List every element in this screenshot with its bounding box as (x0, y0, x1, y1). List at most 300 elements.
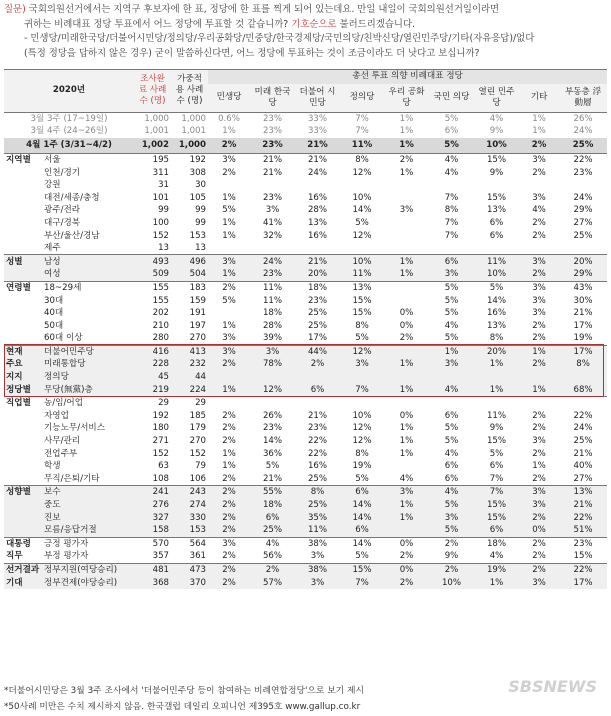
party-value (208, 396, 250, 409)
party-value: 0.6% (218, 113, 240, 124)
party-value: 3% (340, 358, 384, 371)
row-label: 부산/울산/경남 (44, 230, 100, 241)
party-value: 3% (399, 205, 414, 216)
table-row (4, 460, 607, 473)
row-label: 50대 (44, 320, 64, 331)
party-value: 8% (355, 320, 369, 331)
group-label (4, 447, 42, 460)
party-value: 6% (474, 524, 519, 537)
party-value: 18% (474, 537, 519, 550)
party-value: 6% (444, 410, 459, 421)
party-value: 2% (532, 167, 546, 178)
table-row (4, 179, 607, 192)
footnote-1: *더불어시민당은 3월 3주 조사에서 '더불어민주당 등이 참여하는 비례연합정당'으로 보기 제시 (4, 686, 365, 696)
party-value: 14% (340, 499, 384, 512)
row-label: 40대 (44, 308, 64, 319)
party-value: 11% (340, 138, 384, 154)
party-header: 부동층 浮動層 (559, 84, 607, 113)
sample-completed: 192 (152, 410, 170, 421)
party-header: 국민 의당 (429, 84, 474, 113)
party-value: 8% (559, 358, 607, 371)
party-value (429, 179, 474, 192)
row-label: 정부지원(여당승리) (42, 563, 134, 576)
party-value: 2% (222, 167, 236, 178)
party-value (474, 242, 519, 255)
party-value (384, 281, 429, 294)
party-value: 7% (444, 230, 459, 241)
sample-completed: 158 (134, 524, 171, 537)
party-value: 2% (429, 537, 474, 550)
sample-completed: 202 (152, 308, 170, 319)
party-value: 5% (444, 333, 459, 344)
party-value: 9% (489, 423, 504, 434)
question-options: - 민생당/미래한국당/더불어시민당/정의당/우리공화당/민중당/한국경제당/국민의당/친박신당/열린민주당/기타(자유응답)/없다 (24, 33, 535, 45)
party-value: 19% (573, 333, 593, 344)
party-value: 3% (532, 192, 546, 203)
party-value: 0% (399, 308, 414, 319)
party-value: 24% (250, 255, 295, 268)
party-value: 14% (352, 205, 372, 216)
party-value: 0% (384, 563, 429, 576)
party-value: 6% (429, 255, 474, 268)
party-value: 2% (519, 138, 559, 154)
party-value: 1% (384, 358, 429, 371)
question-text (4, 3, 608, 61)
party-value: 15% (474, 153, 519, 166)
party-value: 8% (295, 486, 340, 499)
party-value (340, 242, 384, 255)
sample-weighted: 44 (171, 371, 208, 384)
party-value: 4% (429, 486, 474, 499)
group-label: 주요 (4, 358, 42, 371)
party-value: 21% (307, 410, 328, 421)
party-header: 미래 한국당 (250, 84, 295, 113)
sample-completed-header: 조사완료 사례수 (명) (134, 70, 171, 113)
survey-table (4, 69, 607, 589)
sample-weighted: 29 (171, 396, 208, 409)
party-value: 39% (262, 333, 283, 344)
sample-completed: 276 (134, 499, 171, 512)
party-value: 22% (559, 563, 607, 576)
party-value (559, 179, 607, 192)
party-value: 18% (250, 499, 295, 512)
party-value: 8% (489, 333, 504, 344)
group-label: 연령별 (4, 281, 42, 294)
party-value (384, 524, 429, 537)
watermark-logo: SBSNEWS (508, 677, 597, 696)
party-value (559, 242, 607, 255)
party-value (429, 242, 474, 255)
party-value: 4% (532, 205, 546, 216)
row-label: 무직/은퇴/기타 (44, 473, 100, 484)
party-value (295, 179, 340, 192)
party-value: 1% (399, 113, 414, 124)
party-value: 2% (532, 217, 546, 228)
sample-weighted: 153 (171, 524, 208, 537)
party-value: 2% (399, 333, 414, 344)
party-value: 43% (559, 281, 607, 294)
sample-weighted: 105 (189, 192, 207, 203)
group-label (4, 473, 42, 486)
party-value: 23% (573, 167, 593, 178)
sample-completed: 368 (134, 576, 171, 589)
row-label: 사무/관리 (44, 436, 81, 447)
party-value: 35% (295, 511, 340, 524)
sample-weighted: 159 (189, 295, 207, 306)
party-value: 4% (489, 551, 504, 562)
party-header: 민생당 (208, 84, 250, 113)
party-value: 1% (222, 461, 236, 472)
group-label: 대통령 (4, 537, 42, 550)
party-value: 4% (250, 537, 295, 550)
table-row (4, 435, 607, 448)
party-value: 15% (352, 295, 372, 306)
group-label (4, 229, 42, 242)
party-value (250, 396, 295, 409)
party-value: 24% (573, 126, 593, 137)
party-value: 12% (340, 345, 384, 358)
party-value: 5% (355, 217, 369, 228)
party-value (208, 179, 250, 192)
sample-weighted: 153 (189, 230, 207, 241)
party-value: 2% (532, 551, 546, 562)
party-value: 1% (474, 358, 519, 371)
party-value: 2% (208, 524, 250, 537)
sample-weighted: 179 (189, 423, 207, 434)
party-value: 26% (262, 410, 283, 421)
party-value: 29% (559, 268, 607, 281)
party-value: 2% (519, 563, 559, 576)
party-value: 2% (384, 153, 429, 166)
party-value: 10% (474, 138, 519, 154)
party-value: 25% (250, 524, 295, 537)
party-value (340, 396, 384, 409)
table-row (4, 511, 607, 524)
party-value: 20% (295, 268, 340, 281)
party-value: 3% (208, 153, 250, 166)
party-value: 2% (532, 423, 546, 434)
party-value: 22% (559, 153, 607, 166)
party-value: 4% (429, 383, 474, 396)
party-value: 6% (489, 230, 504, 241)
party-support-highlight-box (4, 344, 604, 397)
party-value: 4% (489, 113, 504, 124)
sample-completed: 1,000 (144, 113, 170, 124)
sample-completed: 155 (152, 295, 170, 306)
party-value: 21% (262, 167, 283, 178)
row-label: 농/임/어업 (42, 396, 134, 409)
question-line-2: 귀하는 비례대표 정당 투표에서 어느 정당에 투표할 것 같습니까? (24, 18, 289, 30)
sample-completed: 180 (152, 423, 170, 434)
party-value: 6% (489, 461, 504, 472)
party-value: 25% (307, 320, 328, 331)
party-header: 우리 공화당 (384, 84, 429, 113)
party-value: 5% (429, 524, 474, 537)
table-row (4, 319, 607, 332)
party-value: 1% (399, 436, 414, 447)
party-value (384, 191, 429, 204)
party-value: 13% (340, 281, 384, 294)
row-label: 미래통합당 (42, 358, 134, 371)
sample-weighted: 1,000 (171, 138, 208, 154)
party-value: 3% (532, 308, 546, 319)
party-value: 1% (399, 167, 414, 178)
party-header: 더불어 시민당 (295, 84, 340, 113)
party-value: 12% (352, 167, 372, 178)
party-value: 1% (222, 230, 236, 241)
party-value: 1% (519, 383, 559, 396)
group-label (4, 191, 42, 204)
sample-weighted: 308 (189, 167, 207, 178)
party-value: 28% (307, 205, 328, 216)
party-value: 4% (444, 320, 459, 331)
party-value: 1% (532, 126, 546, 137)
party-value (295, 396, 340, 409)
row-label: 보수 (42, 486, 134, 499)
sample-completed: 29 (134, 396, 171, 409)
party-value: 3% (208, 345, 250, 358)
party-value: 25% (307, 308, 328, 319)
party-value: 25% (559, 138, 607, 154)
party-value: 9% (489, 126, 504, 137)
sample-weighted: 79 (195, 461, 207, 472)
party-value: 2% (222, 423, 236, 434)
party-value: 2% (519, 358, 559, 371)
row-label: 서울 (42, 153, 134, 166)
table-row (4, 229, 607, 242)
party-value: 2% (208, 138, 250, 154)
party-value: 1% (532, 113, 546, 124)
party-value: 3% (519, 576, 559, 589)
party-value: 57% (250, 576, 295, 589)
party-value: 11% (340, 268, 384, 281)
party-value: 23% (262, 423, 283, 434)
party-value: 0% (399, 410, 414, 421)
table-row (4, 242, 607, 255)
row-label: 모름/응답거절 (42, 524, 134, 537)
row-label: 기능노무/서비스 (44, 423, 106, 434)
group-label: 정당별 (4, 383, 42, 396)
table-row (4, 268, 607, 281)
table-row (4, 473, 607, 486)
party-value: 2% (532, 320, 546, 331)
party-value: 56% (262, 551, 283, 562)
party-value: 7% (489, 473, 504, 484)
table-row (4, 281, 607, 294)
sample-completed: 271 (152, 436, 170, 447)
party-value: 3% (519, 486, 559, 499)
party-value: 7% (340, 383, 384, 396)
table-row (4, 422, 607, 435)
party-value: 1% (474, 576, 519, 589)
party-value: 21% (250, 153, 295, 166)
question-highlight: 기호순으로 (291, 18, 337, 30)
party-value: 23% (307, 423, 328, 434)
party-value: 1% (399, 448, 414, 459)
table-row (4, 447, 607, 460)
party-value: 5% (444, 308, 459, 319)
party-value: 78% (250, 358, 295, 371)
group-label (4, 204, 42, 217)
group-label: 선거결과 (4, 563, 42, 576)
party-value: 3% (519, 255, 559, 268)
party-value: 2% (519, 537, 559, 550)
party-value: 26% (573, 113, 593, 124)
party-value: 12% (250, 383, 295, 396)
party-value: 27% (573, 473, 593, 484)
party-value: 14% (340, 511, 384, 524)
party-value: 3% (208, 255, 250, 268)
sample-completed: 509 (134, 268, 171, 281)
party-value: 1% (532, 461, 546, 472)
party-value: 2% (208, 486, 250, 499)
party-value: 51% (559, 524, 607, 537)
table-row (4, 112, 607, 125)
group-label (4, 307, 42, 320)
party-value: 2% (429, 563, 474, 576)
sample-completed: 63 (158, 461, 170, 472)
table-row (4, 217, 607, 230)
party-value: 27% (573, 217, 593, 228)
group-label: 기대 (4, 576, 42, 589)
party-value: 2% (532, 333, 546, 344)
party-value: 3% (532, 436, 546, 447)
party-value: 23% (250, 268, 295, 281)
sample-completed: 416 (134, 345, 171, 358)
party-value: 3% (310, 551, 325, 562)
sample-completed: 327 (134, 511, 171, 524)
party-value: 18% (262, 308, 283, 319)
period-label: 3월 4주 (24~26일) (30, 126, 108, 137)
row-label: 자영업 (44, 410, 69, 421)
group-label (4, 268, 42, 281)
party-value: 15% (486, 436, 507, 447)
question-label: 질문) (4, 4, 26, 15)
table-row (4, 307, 607, 320)
table-row (4, 524, 607, 537)
party-value: 22% (573, 410, 593, 421)
party-value: 3% (429, 358, 474, 371)
party-value: 1% (399, 126, 414, 137)
party-value: 13% (307, 217, 328, 228)
row-label: 강원 (44, 180, 61, 191)
party-value: 21% (295, 138, 340, 154)
party-value: 3% (208, 537, 250, 550)
party-value: 1% (222, 217, 236, 228)
party-value: 12% (352, 436, 372, 447)
party-value: 7% (444, 192, 459, 203)
party-value: 2% (250, 563, 295, 576)
party-value: 16% (307, 230, 328, 241)
group-label (4, 410, 42, 423)
party-value: 1% (222, 126, 236, 137)
party-value: 19% (352, 461, 372, 472)
party-value: 5% (265, 461, 280, 472)
party-value: 11% (474, 255, 519, 268)
party-value: 7% (340, 576, 384, 589)
party-value: 21% (295, 255, 340, 268)
party-value (384, 242, 429, 255)
party-value (384, 396, 429, 409)
sample-completed: 210 (152, 320, 170, 331)
sample-weighted: 13 (195, 243, 207, 254)
party-value: 12% (352, 423, 372, 434)
party-value: 44% (295, 345, 340, 358)
party-value: 2% (519, 268, 559, 281)
party-value: 1% (384, 499, 429, 512)
party-value (519, 396, 559, 409)
party-value: 3% (265, 205, 280, 216)
group-label (4, 524, 42, 537)
party-value: 1% (222, 320, 236, 331)
party-value: 1% (399, 423, 414, 434)
party-value: 33% (307, 126, 328, 137)
sample-completed: 481 (134, 563, 171, 576)
sample-weighted: 496 (171, 255, 208, 268)
party-value: 23% (559, 537, 607, 550)
party-value (559, 396, 607, 409)
party-value: 2% (532, 448, 546, 459)
row-label: 대전/세종/충청 (44, 192, 100, 203)
party-value: 17% (307, 333, 328, 344)
table-row (4, 563, 607, 576)
party-value: 10% (474, 268, 519, 281)
party-value: 21% (573, 308, 593, 319)
party-value: 15% (573, 551, 593, 562)
period-label: 3월 3주 (17~19일) (30, 113, 108, 124)
party-value: 5% (429, 138, 474, 154)
group-label: 직업별 (4, 396, 42, 409)
party-value: 2% (295, 358, 340, 371)
party-value: 2% (208, 281, 250, 294)
table-row (4, 410, 607, 423)
sample-completed: 101 (152, 192, 170, 203)
sample-completed: 1,002 (134, 138, 171, 154)
party-value: 3% (532, 295, 546, 306)
party-value: 6% (340, 524, 384, 537)
sample-completed: 13 (158, 243, 170, 254)
party-value (384, 229, 429, 242)
sample-completed: 45 (134, 371, 171, 384)
party-value: 10% (429, 576, 474, 589)
row-label: 18~29세 (42, 281, 134, 294)
party-value: 3% (519, 499, 559, 512)
party-value: 0% (399, 320, 414, 331)
party-header: 기타 (519, 84, 559, 113)
party-value: 2% (208, 499, 250, 512)
party-header: 정의당 (340, 84, 384, 113)
sample-weighted: 413 (171, 345, 208, 358)
table-row (4, 138, 607, 154)
row-label: 진보 (42, 511, 134, 524)
party-value: 3% (250, 345, 295, 358)
party-value: 22% (307, 448, 328, 459)
sample-completed: 280 (152, 333, 170, 344)
party-value: 1% (222, 448, 236, 459)
party-value: 3% (429, 511, 474, 524)
party-value: 2% (384, 576, 429, 589)
party-value: 14% (340, 537, 384, 550)
table-row (4, 396, 607, 409)
question-line-2-end: 불러드리겠습니다. (339, 18, 415, 30)
party-value: 68% (559, 383, 607, 396)
sample-completed: 152 (152, 448, 170, 459)
party-value (519, 179, 559, 192)
sample-weighted: 1,000 (181, 113, 207, 124)
party-value: 15% (474, 499, 519, 512)
party-value: 1% (384, 268, 429, 281)
party-value: 2% (222, 473, 236, 484)
